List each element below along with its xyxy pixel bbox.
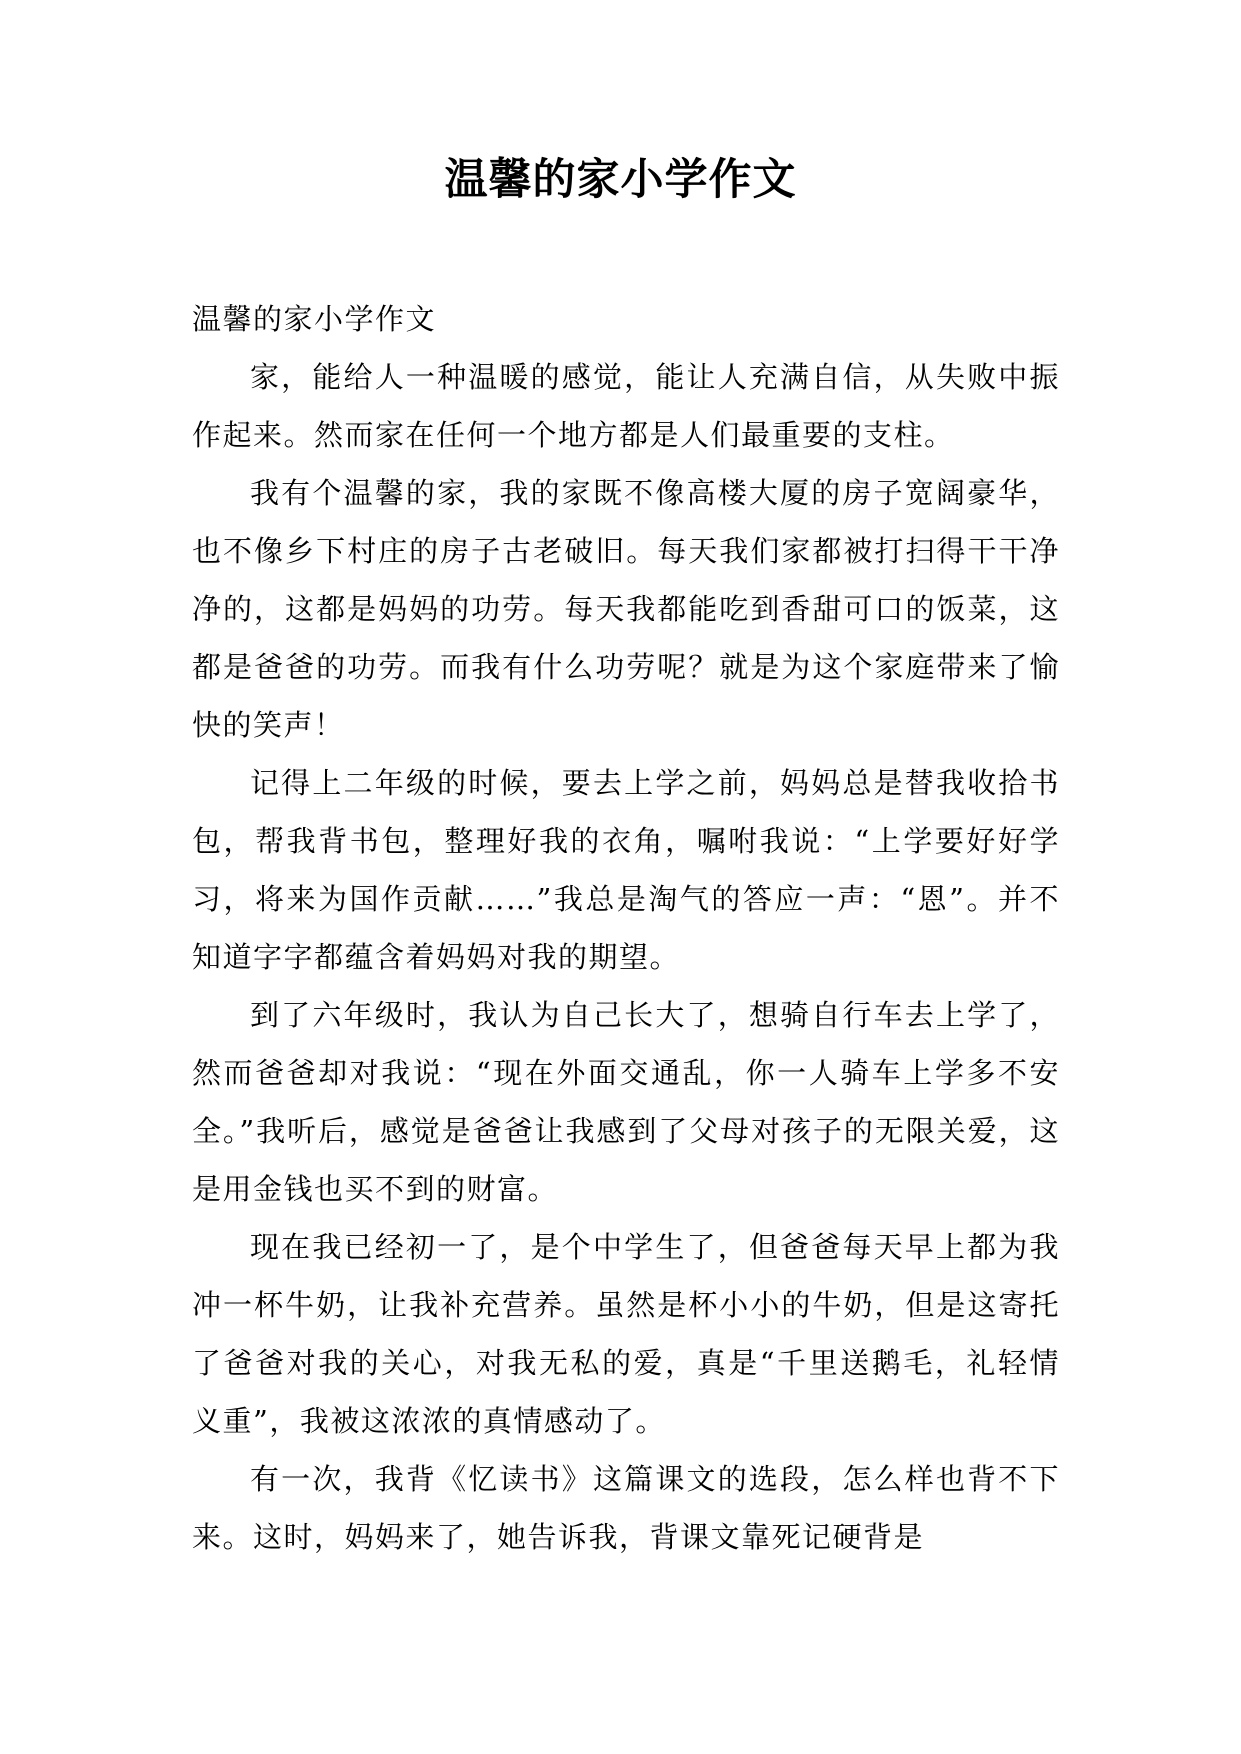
paragraph-2: 我有个温馨的家，我的家既不像高楼大厦的房子宽阔豪华，也不像乡下村庄的房子古老破旧。每天我们家都被打扫得干干净净的，这都是妈妈的功劳。每天我都能吃到香甜可口的饭菜，这都是爸爸的功劳。而我有什么功劳呢？就是为这个家庭带来了愉快的笑声！: [192, 476, 1060, 742]
document-title: 温馨的家小学作文: [444, 155, 797, 205]
document-subtitle: 温馨的家小学作文: [192, 302, 437, 336]
paragraph-6: 有一次，我背《忆读书》这篇课文的选段，怎么样也背不下来。这时，妈妈来了，她告诉我，背课文靠死记硬背是: [192, 1462, 1060, 1554]
document-body: [192, 290, 1060, 1566]
paragraph-3: 记得上二年级的时候，要去上学之前，妈妈总是替我收拾书包，帮我背书包，整理好我的衣角，嘱咐我说：“上学要好好学习，将来为国作贡献……”我总是淘气的答应一声：“恩”。并不知道字字都蕴含着妈妈对我的期望。: [192, 766, 1060, 974]
paragraph-4: 到了六年级时，我认为自己长大了，想骑自行车去上学了，然而爸爸却对我说：“现在外面交通乱，你一人骑车上学多不安全。”我听后，感觉是爸爸让我感到了父母对孩子的无限关爱，这是用金钱也买不到的财富。: [192, 998, 1060, 1206]
paragraph-1: 家，能给人一种温暖的感觉，能让人充满自信，从失败中振作起来。然而家在任何一个地方都是人们最重要的支柱。: [192, 360, 1060, 452]
paragraph-5: 现在我已经初一了，是个中学生了，但爸爸每天早上都为我冲一杯牛奶，让我补充营养。虽然是杯小小的牛奶，但是这寄托了爸爸对我的关心，对我无私的爱，真是“千里送鹅毛，礼轻情义重”，我被这浓浓的真情感动了。: [192, 1230, 1060, 1438]
